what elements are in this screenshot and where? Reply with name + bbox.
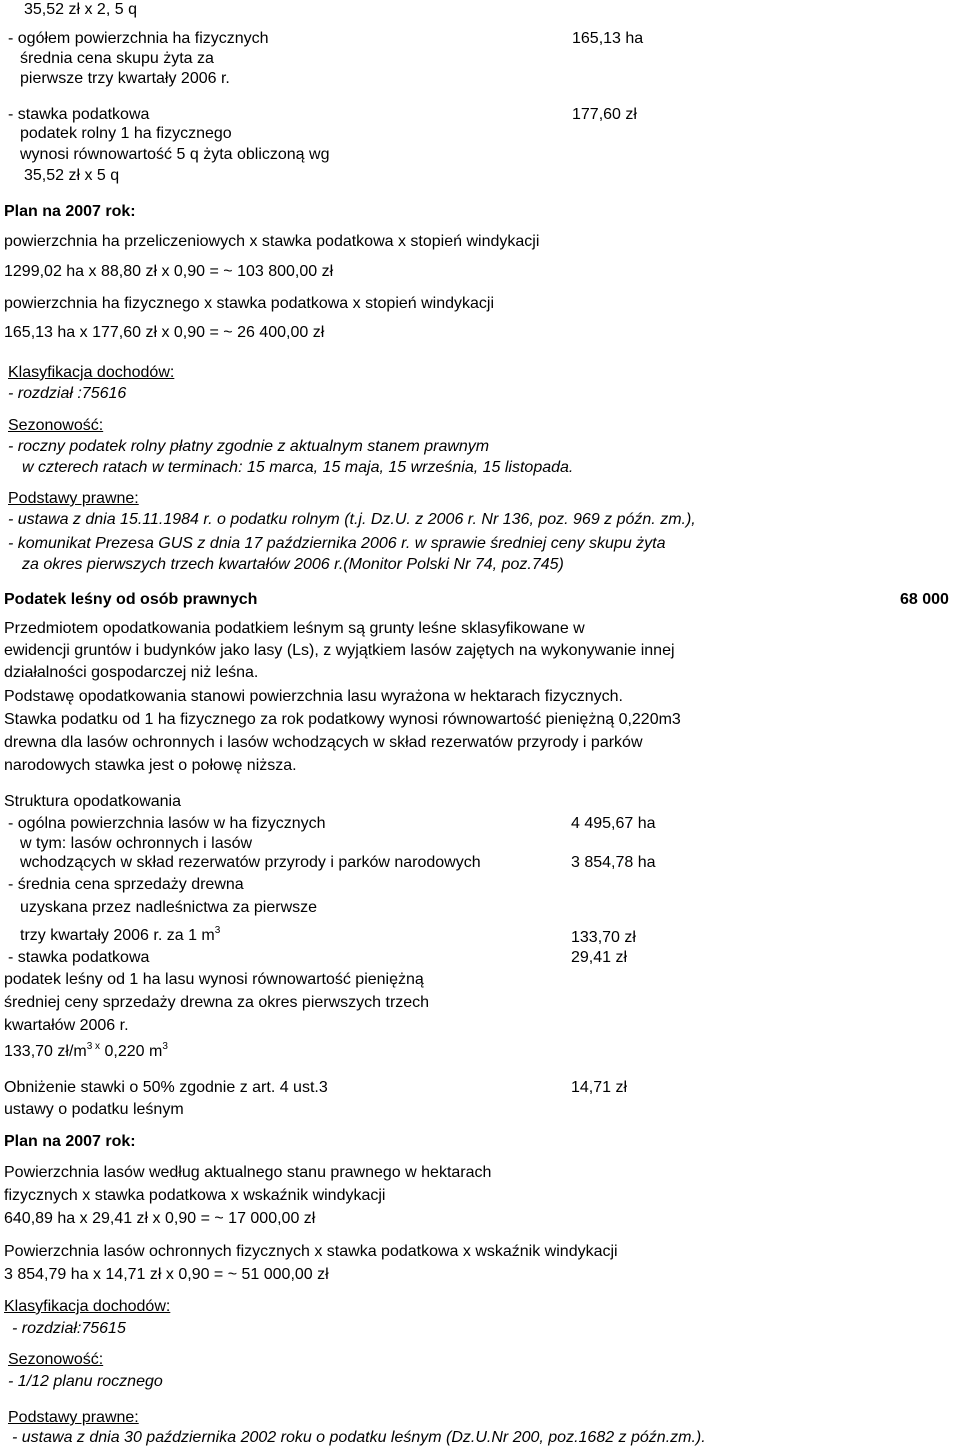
classification-value: - rozdział :75616: [8, 385, 127, 402]
forest-tax-amount: 68 000: [900, 591, 949, 608]
legal-basis-heading: Podstawy prawne:: [8, 490, 139, 507]
tax-desc-line-1: podatek rolny 1 ha fizycznego: [20, 125, 232, 142]
forest-p3-line-1: Stawka podatku od 1 ha fizycznego za rok podatkowy wynosi równowartość pieniężną 0,220m3: [4, 711, 681, 728]
seasonality-heading: Sezonowość:: [8, 417, 104, 434]
legal-basis-line-1: - ustawa z dnia 15.11.1984 r. o podatku rolnym (t.j. Dz.U. z 2006 r. Nr 136, poz. 969 z późn. zm.),: [8, 511, 696, 528]
reduction-line-1: Obniżenie stawki o 50% zgodnie z art. 4 ust.3: [4, 1079, 328, 1096]
structure-area-label: - ogólna powierzchnia lasów w ha fizycznych: [8, 815, 326, 832]
forest-plan-line-1: Powierzchnia lasów według aktualnego stanu prawnego w hektarach: [4, 1164, 492, 1181]
structure-incl-line-1: w tym: lasów ochronnych i lasów: [20, 835, 253, 852]
forest-p1-line-2: ewidencji gruntów i budynków jako lasy (Ls), z wyjątkiem lasów zajętych na wykonywanie innej: [4, 642, 675, 659]
cubic-superscript: 3: [214, 924, 221, 936]
forest-seasonality-value: - 1/12 planu rocznego: [8, 1373, 163, 1390]
formula-superscript-1: 3 x: [86, 1040, 101, 1052]
forest-classification-heading: Klasyfikacja dochodów:: [4, 1298, 171, 1315]
legal-basis-line-2: - komunikat Prezesa GUS z dnia 17 października 2006 r. w sprawie średniej ceny skupu żyta: [8, 535, 666, 552]
total-area-value: 165,13 ha: [572, 30, 644, 47]
avg-price-period: pierwsze trzy kwartały 2006 r.: [20, 70, 230, 87]
forest-legal-basis-heading: Podstawy prawne:: [8, 1409, 139, 1426]
forest-p3-line-2: drewna dla lasów ochronnych i lasów wchodzących w skład rezerwatów przyrody i parków: [4, 734, 643, 751]
structure-area-value: 4 495,67 ha: [571, 815, 656, 832]
structure-incl-line-2: wchodzących w skład rezerwatów przyrody i parków narodowych: [20, 854, 481, 871]
avg-price-label: średnia cena skupu żyta za: [20, 50, 214, 67]
tax-desc-line-2: wynosi równowartość 5 q żyta obliczoną wg: [20, 146, 330, 163]
formula-part-2: 0,220 m: [100, 1043, 163, 1060]
formula-superscript-2: 3: [162, 1040, 168, 1052]
structure-price-line-2: uzyskana przez nadleśnictwa za pierwsze: [20, 899, 318, 916]
plan-line-4: 165,13 ha x 177,60 zł x 0,90 = ~ 26 400,00 zł: [4, 324, 325, 341]
plan-line-1: powierzchnia ha przeliczeniowych x stawka podatkowa x stopień windykacji: [4, 233, 540, 250]
tax-rate-value: 177,60 zł: [572, 106, 637, 123]
forest-classification-value: - rozdział:75615: [12, 1320, 126, 1337]
structure-tax-line-3: kwartałów 2006 r.: [4, 1017, 129, 1034]
plan-line-2: 1299,02 ha x 88,80 zł x 0,90 = ~ 103 800,00 zł: [4, 263, 334, 280]
formula-part-1: 133,70 zł/m: [4, 1043, 87, 1060]
total-area-label: - ogółem powierzchnia ha fizycznych: [8, 30, 269, 47]
forest-p1-line-1: Przedmiotem opodatkowania podatkiem leśnym są grunty leśne sklasyfikowane w: [4, 620, 585, 637]
forest-plan-line-2: fizycznych x stawka podatkowa x wskaźnik windykacji: [4, 1187, 386, 1204]
structure-price-line-3: [20, 926, 220, 946]
structure-price-value: 133,70 zł: [571, 929, 636, 946]
seasonality-line-2: w czterech ratach w terminach: 15 marca, 15 maja, 15 września, 15 listopada.: [22, 459, 574, 476]
structure-heading: Struktura opodatkowania: [4, 793, 181, 810]
structure-rate-label: - stawka podatkowa: [8, 949, 150, 966]
structure-formula: [4, 1042, 168, 1062]
forest-tax-title: Podatek leśny od osób prawnych: [4, 591, 258, 608]
tax-rate-label: - stawka podatkowa: [8, 106, 150, 123]
forest-legal-basis-line-1: - ustawa z dnia 30 października 2002 roku o podatku leśnym (Dz.U.Nr 200, poz.1682 z późn.zm.).: [12, 1429, 706, 1446]
forest-p3-line-3: narodowych stawka jest o połowę niższa.: [4, 757, 297, 774]
plan-heading: Plan na 2007 rok:: [4, 203, 136, 220]
reduction-value: 14,71 zł: [571, 1079, 628, 1096]
forest-seasonality-heading: Sezonowość:: [8, 1351, 104, 1368]
legal-basis-line-3: za okres pierwszych trzech kwartałów 2006 r.(Monitor Polski Nr 74, poz.745): [22, 556, 564, 573]
tax-desc-line-3: 35,52 zł x 5 q: [24, 167, 120, 184]
reduction-line-2: ustawy o podatku leśnym: [4, 1101, 184, 1118]
structure-tax-line-2: średniej ceny sprzedaży drewna za okres pierwszych trzech: [4, 994, 430, 1011]
classification-heading: Klasyfikacja dochodów:: [8, 364, 175, 381]
structure-tax-line-1: podatek leśny od 1 ha lasu wynosi równowartość pieniężną: [4, 971, 424, 988]
rye-price-line: 35,52 zł x 2, 5 q: [24, 1, 137, 18]
seasonality-line-1: - roczny podatek rolny płatny zgodnie z aktualnym stanem prawnym: [8, 438, 490, 455]
structure-incl-value: 3 854,78 ha: [571, 854, 656, 871]
forest-plan-line-5: 3 854,79 ha x 14,71 zł x 0,90 = ~ 51 000,00 zł: [4, 1266, 329, 1283]
forest-plan-heading: Plan na 2007 rok:: [4, 1133, 136, 1150]
structure-price-line-1: - średnia cena sprzedaży drewna: [8, 876, 244, 893]
forest-plan-line-3: 640,89 ha x 29,41 zł x 0,90 = ~ 17 000,00 zł: [4, 1210, 316, 1227]
forest-plan-line-4: Powierzchnia lasów ochronnych fizycznych x stawka podatkowa x wskaźnik windykacji: [4, 1243, 618, 1260]
structure-rate-value: 29,41 zł: [571, 949, 628, 966]
forest-p1-line-3: działalności gospodarczej niż leśna.: [4, 664, 259, 681]
structure-price-text: trzy kwartały 2006 r. za 1 m: [20, 927, 215, 944]
forest-p2: Podstawę opodatkowania stanowi powierzchnia lasu wyrażona w hektarach fizycznych.: [4, 688, 623, 705]
plan-line-3: powierzchnia ha fizycznego x stawka podatkowa x stopień windykacji: [4, 295, 495, 312]
